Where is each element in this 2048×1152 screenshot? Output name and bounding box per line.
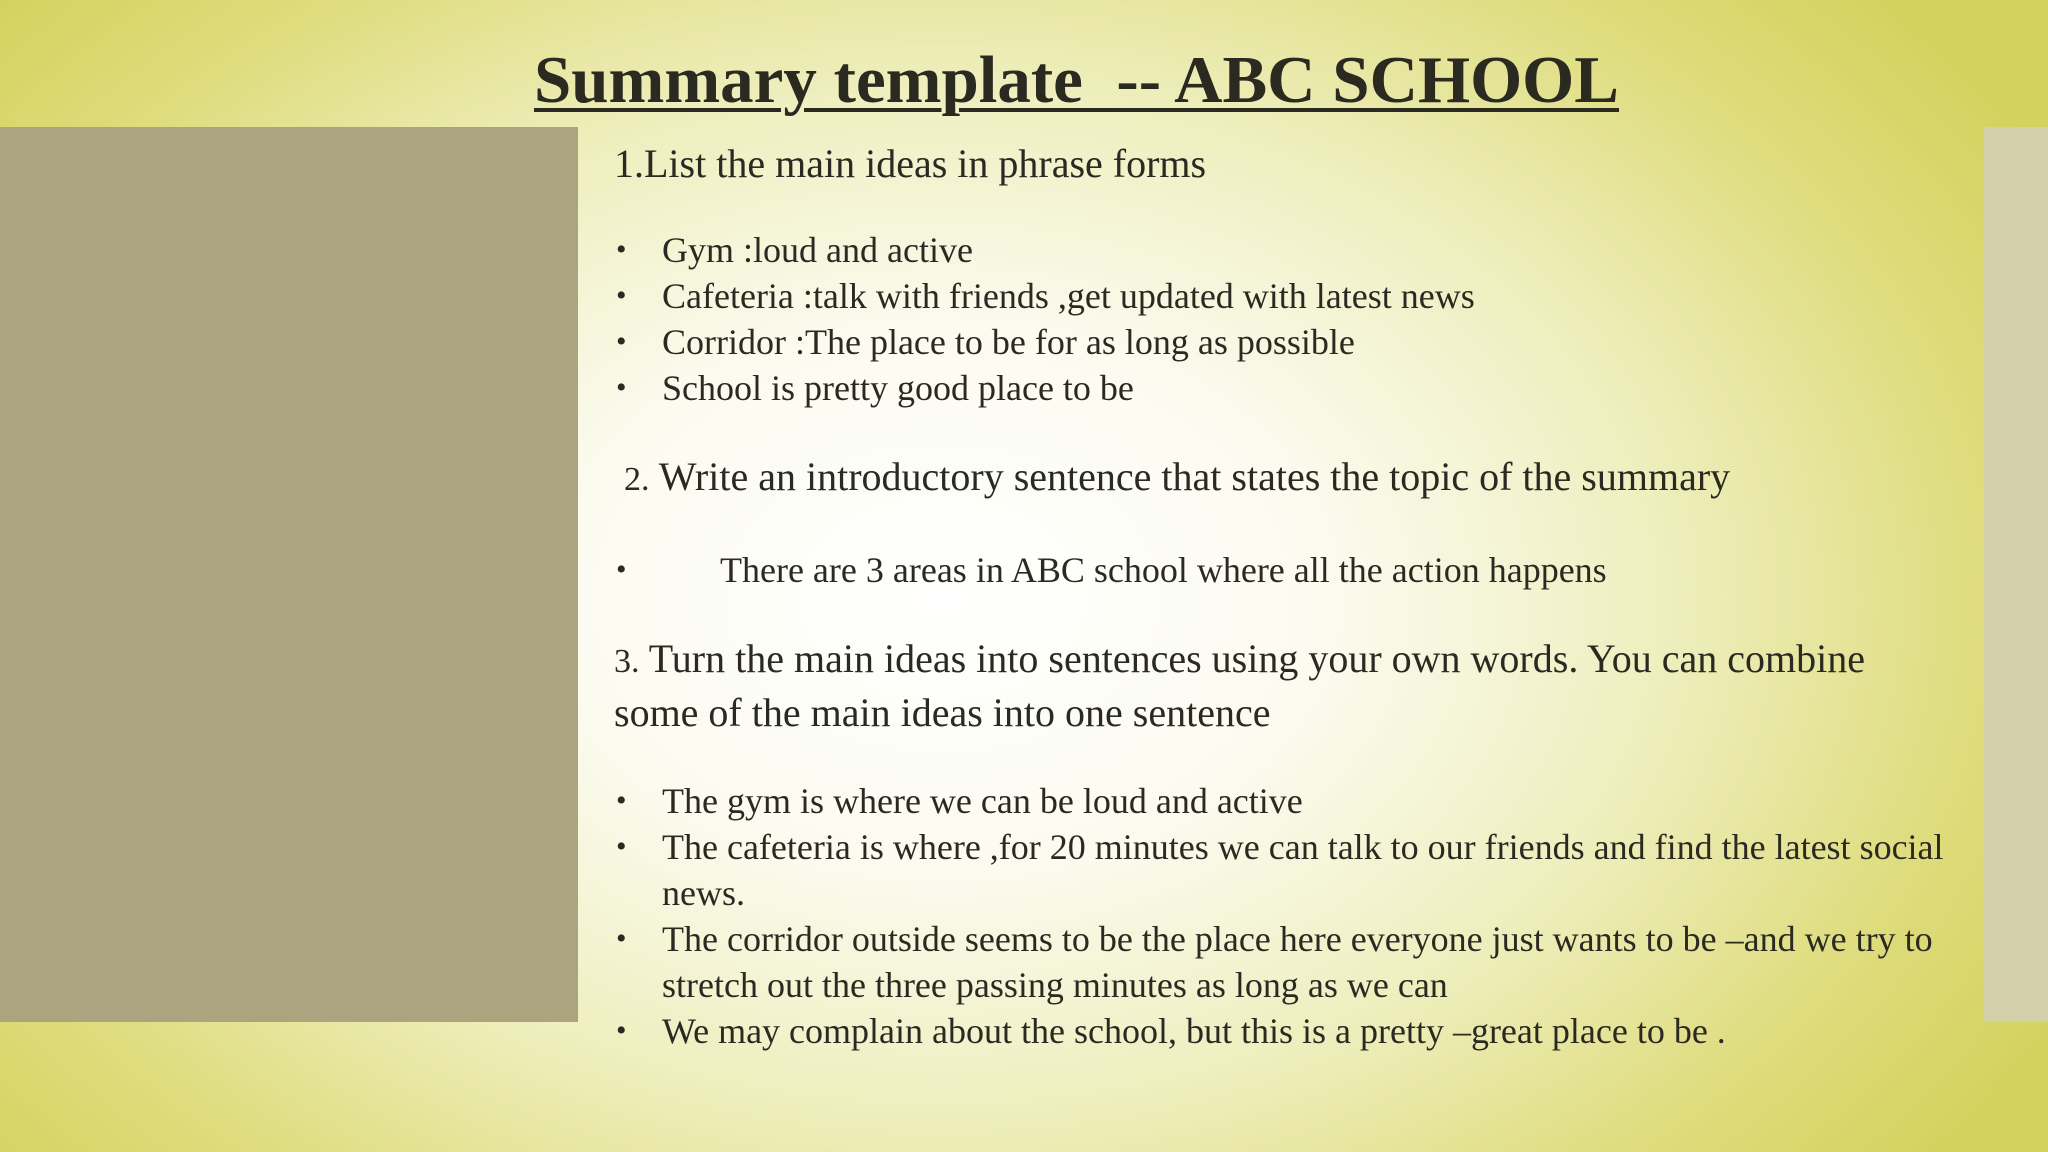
section-2-heading-text: Write an introductory sentence that states the topic of the summary [658,454,1731,499]
bullet-icon: • [616,279,627,312]
section-2-number: 2. [624,461,650,498]
list-item-text: School is pretty good place to be [662,368,1134,408]
list-item [614,273,1954,319]
list-item-text: The corridor outside seems to be the place here everyone just wants to be –and we try to stretch out the three passing minutes as long as we can [662,919,1933,1005]
bullet-icon: • [616,830,627,863]
list-item [614,1008,1954,1054]
bullet-icon: • [616,371,627,404]
list-item [614,227,1954,273]
bullet-icon: • [616,1014,627,1047]
list-item-text: Corridor :The place to be for as long as possible [662,322,1355,362]
list-item [614,778,1954,824]
bullet-icon: • [616,922,627,955]
section-3-heading [614,633,1954,738]
bullet-icon: • [616,233,627,266]
list-item-text: The gym is where we can be loud and active [662,781,1303,821]
list-item-text: The cafeteria is where ,for 20 minutes we can talk to our friends and find the latest social news. [662,827,1944,913]
list-item-text: We may complain about the school, but this is a pretty –great place to be . [662,1011,1726,1051]
section-1-list [614,227,1954,411]
list-item-text: Gym :loud and active [662,230,973,270]
section-1-heading: 1.List the main ideas in phrase forms [614,141,1207,186]
list-item [614,319,1954,365]
right-decorative-strip [1984,127,2048,1022]
bullet-icon: • [616,553,627,586]
section-3-list [614,778,1954,1054]
bullet-icon: • [616,325,627,358]
list-item-text: There are 3 areas in ABC school where all the action happens [720,550,1607,590]
section-2-list [614,547,1954,593]
section-2-heading [614,451,1954,505]
bullet-icon: • [616,784,627,817]
list-item [614,365,1954,411]
summary-content [614,138,1954,1054]
page-title: Summary template -- ABC SCHOOL [534,43,1619,117]
left-image-placeholder [0,127,578,1022]
list-item [614,547,1954,593]
list-item [614,824,1954,916]
section-3-heading-text: Turn the main ideas into sentences using your own words. You can combine some of the main ideas into one sentence [614,636,1865,735]
list-item-text: Cafeteria :talk with friends ,get updated with latest news [662,276,1475,316]
list-item [614,916,1954,1008]
section-3-number: 3. [614,643,640,680]
